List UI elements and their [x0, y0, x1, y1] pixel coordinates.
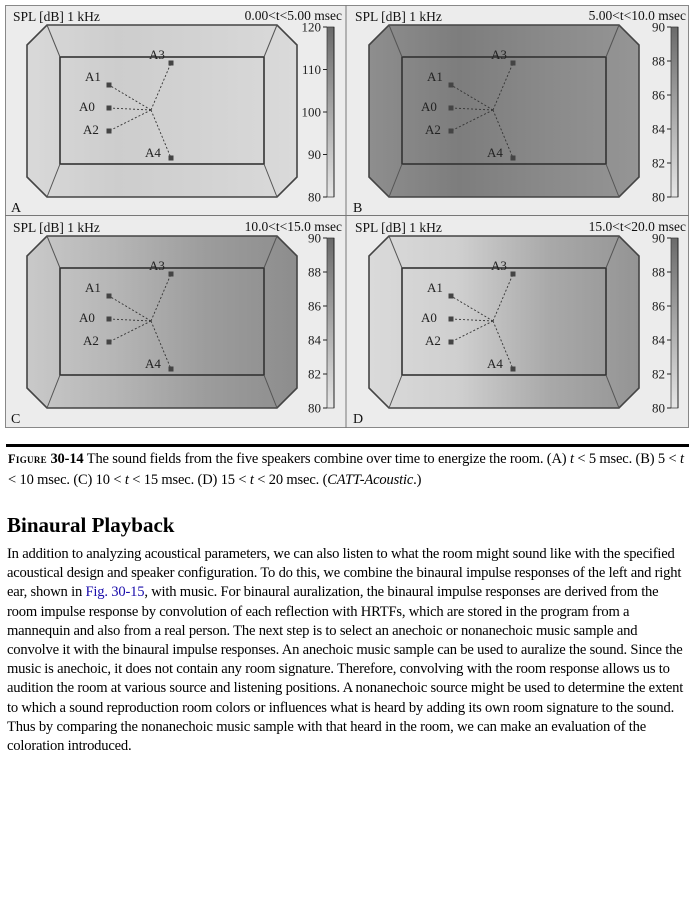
- scale-tick-label: 88: [652, 53, 665, 69]
- panel-letter: D: [353, 412, 364, 427]
- caption-var: t: [679, 451, 684, 467]
- time-window-label: 5.00<t<10.0 msec: [588, 8, 686, 23]
- speaker-label-a3: A3: [491, 47, 507, 62]
- speaker-marker: [169, 367, 174, 372]
- speaker-label-a1: A1: [85, 280, 101, 295]
- scale-tick-label: 84: [652, 121, 665, 137]
- section-paragraph: [7, 545, 689, 756]
- scale-tick-label: 100: [301, 104, 321, 120]
- speaker-marker: [107, 317, 112, 322]
- caption-var: t: [124, 472, 129, 488]
- scale-tick-label: 88: [652, 264, 665, 280]
- section-heading: Binaural Playback: [7, 513, 175, 537]
- paragraph-text: , with music. For binaural auralization, the binaural impulse responses are derived from the room impulse response by convolution of each reflection with HRTFs, which are stored in the program from a mannequin and also from a real person. The next step is to select an anechoic or nonanechoic music sample and convolve it with the binaural impulse responses. An anechoic music sample can be used to auralize the sound. Since the music is anechoic, it does not contain any room signature. Therefore, convolving with the room response allows us to audition the room at various source and listening positions. A nonanechoic source might be used to determine the extent to which a sound reproduction room colors or influences what is heard by adding its own room signature to the sound. Thus by comparing the nonanechoic music sample with that heard in the room, we can make an evaluation of the coloration introduced.: [7, 584, 684, 755]
- scale-tick-label: 86: [652, 87, 665, 103]
- speaker-label-a0: A0: [421, 99, 437, 114]
- speaker-marker: [449, 129, 454, 134]
- speaker-label-a1: A1: [427, 280, 443, 295]
- colour-scale-bar: [671, 238, 678, 408]
- speaker-marker: [169, 272, 174, 277]
- speaker-marker: [449, 340, 454, 345]
- speaker-marker: [449, 294, 454, 299]
- scale-tick-label: 86: [308, 298, 321, 314]
- speaker-label-a3: A3: [149, 47, 165, 62]
- scale-tick-label: 80: [652, 189, 665, 205]
- speaker-marker: [169, 61, 174, 66]
- speaker-marker: [511, 156, 516, 161]
- figure-number: 30-14: [50, 451, 84, 467]
- scale-tick-label: 80: [652, 400, 665, 416]
- spl-label: SPL [dB] 1 kHz: [13, 9, 100, 24]
- speaker-marker: [511, 272, 516, 277]
- speaker-marker: [449, 106, 454, 111]
- speaker-marker: [107, 340, 112, 345]
- panel-letter: A: [11, 201, 22, 216]
- speaker-label-a4: A4: [145, 356, 161, 371]
- speaker-label-a0: A0: [421, 310, 437, 325]
- speaker-label-a4: A4: [487, 145, 503, 160]
- scale-tick-label: 120: [301, 19, 321, 35]
- caption-var: t: [569, 451, 574, 467]
- speaker-label-a2: A2: [83, 122, 99, 137]
- paragraph-text: In addition to analyzing acoustical parameters, we can also listen to what the room might sound like with the specified acoustical design and speaker configuration. To do this, we combine the binaural impulse responses of the left and right ear, shown in: [7, 546, 682, 601]
- speaker-label-a2: A2: [83, 333, 99, 348]
- speaker-marker: [107, 83, 112, 88]
- speaker-label-a1: A1: [85, 69, 101, 84]
- figure-label: Figure: [8, 452, 47, 466]
- panel-letter: B: [353, 201, 363, 216]
- figure-30-15-link[interactable]: Fig. 30-15: [85, 584, 145, 601]
- speaker-label-a4: A4: [145, 145, 161, 160]
- caption-text: .): [413, 472, 422, 488]
- speaker-marker: [511, 61, 516, 66]
- speaker-marker: [107, 129, 112, 134]
- scale-tick-label: 82: [308, 366, 321, 382]
- speaker-label-a4: A4: [487, 356, 503, 371]
- speaker-label-a2: A2: [425, 333, 441, 348]
- sound-field-figure: [5, 5, 689, 429]
- speaker-label-a3: A3: [149, 258, 165, 273]
- colour-scale-bar: [327, 238, 334, 408]
- speaker-marker: [107, 294, 112, 299]
- scale-tick-label: 84: [652, 332, 665, 348]
- speaker-marker: [449, 317, 454, 322]
- colour-scale-bar: [327, 27, 334, 197]
- caption-source: CATT-Acoustic: [327, 472, 414, 488]
- speaker-label-a0: A0: [79, 310, 95, 325]
- scale-tick-label: 86: [652, 298, 665, 314]
- speaker-marker: [107, 106, 112, 111]
- caption-text: < 20 msec. (: [253, 472, 328, 488]
- panel-letter: C: [11, 412, 21, 427]
- speaker-label-a2: A2: [425, 122, 441, 137]
- colour-scale-bar: [671, 27, 678, 197]
- caption-text: < 15 msec. (D) 15 <: [128, 472, 250, 488]
- scale-tick-label: 82: [652, 366, 665, 382]
- time-window-label: 10.0<t<15.0 msec: [244, 219, 342, 234]
- time-window-label: 15.0<t<20.0 msec: [588, 219, 686, 234]
- spl-label: SPL [dB] 1 kHz: [13, 220, 100, 235]
- scale-tick-label: 110: [301, 62, 321, 77]
- scale-tick-label: 80: [308, 189, 321, 205]
- speaker-marker: [449, 83, 454, 88]
- scale-tick-label: 80: [308, 400, 321, 416]
- scale-tick-label: 90: [308, 230, 321, 246]
- caption-var: t: [249, 472, 254, 488]
- speaker-marker: [169, 156, 174, 161]
- scale-tick-label: 90: [308, 147, 321, 162]
- figure-30-14: [5, 5, 689, 429]
- spl-label: SPL [dB] 1 kHz: [355, 9, 442, 24]
- speaker-label-a0: A0: [79, 99, 95, 114]
- scale-tick-label: 90: [652, 19, 665, 35]
- figure-caption: [8, 449, 688, 491]
- spl-label: SPL [dB] 1 kHz: [355, 220, 442, 235]
- scale-tick-label: 88: [308, 264, 321, 280]
- scale-tick-label: 84: [308, 332, 321, 348]
- speaker-label-a1: A1: [427, 69, 443, 84]
- scale-tick-label: 82: [652, 155, 665, 171]
- time-window-label: 0.00<t<5.00 msec: [244, 8, 342, 23]
- caption-rule: [6, 444, 689, 447]
- caption-text: The sound fields from the five speakers combine over time to energize the room. (A): [83, 451, 570, 467]
- caption-text: < 5 msec. (B) 5 <: [573, 451, 680, 467]
- scale-tick-label: 90: [652, 230, 665, 246]
- caption-text: < 10 msec. (C) 10 <: [8, 472, 125, 488]
- speaker-marker: [511, 367, 516, 372]
- speaker-label-a3: A3: [491, 258, 507, 273]
